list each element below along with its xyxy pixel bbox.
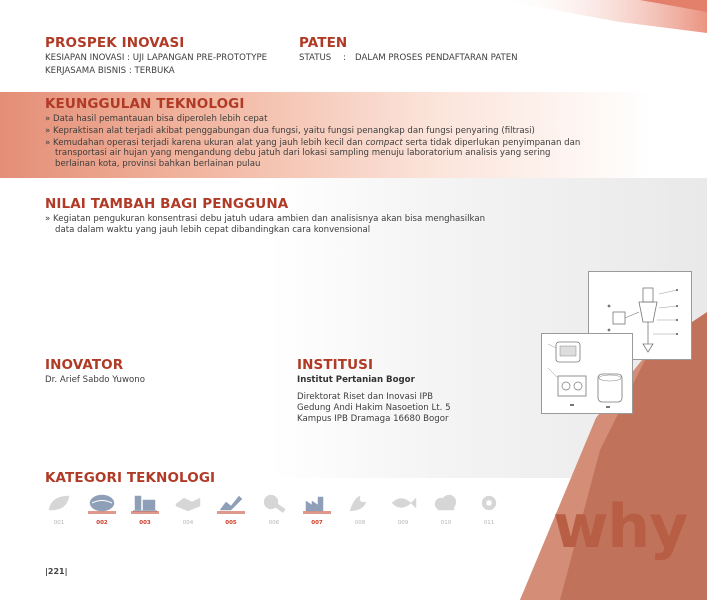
keunggulan-list	[45, 114, 580, 170]
institusi-address-3: Kampus IPB Dramaga 16680 Bogor	[297, 414, 449, 424]
why-wordmark: why	[553, 492, 688, 562]
kategori-num-007: 007	[311, 520, 323, 526]
gear-icon	[475, 492, 503, 514]
kategori-num-011: 011	[483, 520, 495, 526]
nilai-title: NILAI TAMBAH BAGI PENGGUNA	[45, 196, 289, 212]
page-number: |221|	[45, 567, 68, 576]
growth-icon	[217, 492, 245, 514]
kategori-num-009: 009	[397, 520, 409, 526]
container-assembly-diagram	[542, 334, 632, 413]
plant-icon	[346, 492, 374, 514]
kategori-num-008: 008	[354, 520, 366, 526]
kategori-item-011	[475, 492, 503, 526]
kategori-item-010	[432, 492, 460, 526]
nilai-line-2: data dalam waktu yang jauh lebih cepat dibandingkan cara konvensional	[55, 225, 371, 235]
kategori-num-010: 010	[440, 520, 452, 526]
keunggulan-bullet-3-b: serta tidak diperlukan penyimpanan dan	[402, 137, 581, 148]
fish-icon	[389, 492, 417, 514]
kategori-num-001: 001	[53, 520, 65, 526]
keunggulan-bullet-3-line-3: berlainan kota, provinsi bahkan berlainan pulau	[55, 158, 261, 169]
paten-status-sep: :	[343, 53, 346, 63]
kategori-item-002	[88, 492, 116, 526]
kategori-item-008	[346, 492, 374, 526]
prospek-title: PROSPEK INOVASI	[45, 35, 185, 51]
kategori-item-004	[174, 492, 202, 526]
kategori-num-002: 002	[96, 520, 108, 526]
inovator-name: Dr. Arief Sabdo Yuwono	[45, 375, 145, 385]
kategori-icons	[45, 492, 515, 526]
kategori-item-007	[303, 492, 331, 526]
kategori-num-006: 006	[268, 520, 280, 526]
paten-status-label: STATUS	[299, 53, 332, 63]
leaf-icon	[45, 492, 73, 514]
keunggulan-bullet-3-em: compact	[365, 137, 403, 148]
cloud-icon	[432, 492, 460, 514]
kategori-item-003	[131, 492, 159, 526]
keunggulan-bullet-1: » Data hasil pemantauan bisa diperoleh lebih cepat	[45, 114, 268, 124]
kategori-item-005	[217, 492, 245, 526]
keunggulan-title: KEUNGGULAN TEKNOLOGI	[45, 96, 245, 112]
device-drawing-small	[541, 333, 633, 414]
factory-icon	[303, 492, 331, 514]
institusi-name: Institut Pertanian Bogor	[297, 375, 415, 385]
keunggulan-bullet-2: » Kepraktisan alat terjadi akibat penggabungan dua fungsi, yaitu fungsi penangkap dan fungsi penyaring (filtrasi)	[45, 125, 535, 136]
nilai-line-1: » Kegiatan pengukuran konsentrasi debu jatuh udara ambien dan analisisnya akan bisa menghasilkan	[45, 214, 486, 224]
kategori-num-003: 003	[139, 520, 151, 526]
kategori-item-006	[260, 492, 288, 526]
keunggulan-bullet-3	[45, 138, 580, 149]
keunggulan-bullet-3-line-2: transportasi air hujan yang mengandung debu jatuh dari lokasi sampling menuju laboratorium analisis yang sering	[55, 148, 551, 159]
prospek-readiness: KESIAPAN INOVASI : UJI LAPANGAN PRE-PROTOTYPE	[45, 53, 268, 63]
institusi-address-2: Gedung Andi Hakim Nasoetion Lt. 5	[297, 403, 451, 413]
institusi-title: INSTITUSI	[297, 357, 374, 373]
magnifier-icon	[260, 492, 288, 514]
energy-icon	[131, 492, 159, 514]
institusi-address-1: Direktorat Riset dan Inovasi IPB	[297, 392, 434, 402]
handshake-icon	[174, 492, 202, 514]
earth-icon	[88, 492, 116, 514]
inovator-title: INOVATOR	[45, 357, 124, 373]
kategori-num-005: 005	[225, 520, 237, 526]
kategori-num-004: 004	[182, 520, 194, 526]
paten-status-value: DALAM PROSES PENDAFTARAN PATEN	[355, 53, 518, 63]
kategori-item-009	[389, 492, 417, 526]
kategori-item-001	[45, 492, 73, 526]
keunggulan-bullet-3-a: » Kemudahan operasi terjadi karena ukuran alat yang jauh lebih kecil dan	[45, 137, 366, 148]
prospek-business: KERJASAMA BISNIS : TERBUKA	[45, 66, 175, 76]
paten-title: PATEN	[299, 35, 348, 51]
kategori-title: KATEGORI TEKNOLOGI	[45, 470, 216, 486]
